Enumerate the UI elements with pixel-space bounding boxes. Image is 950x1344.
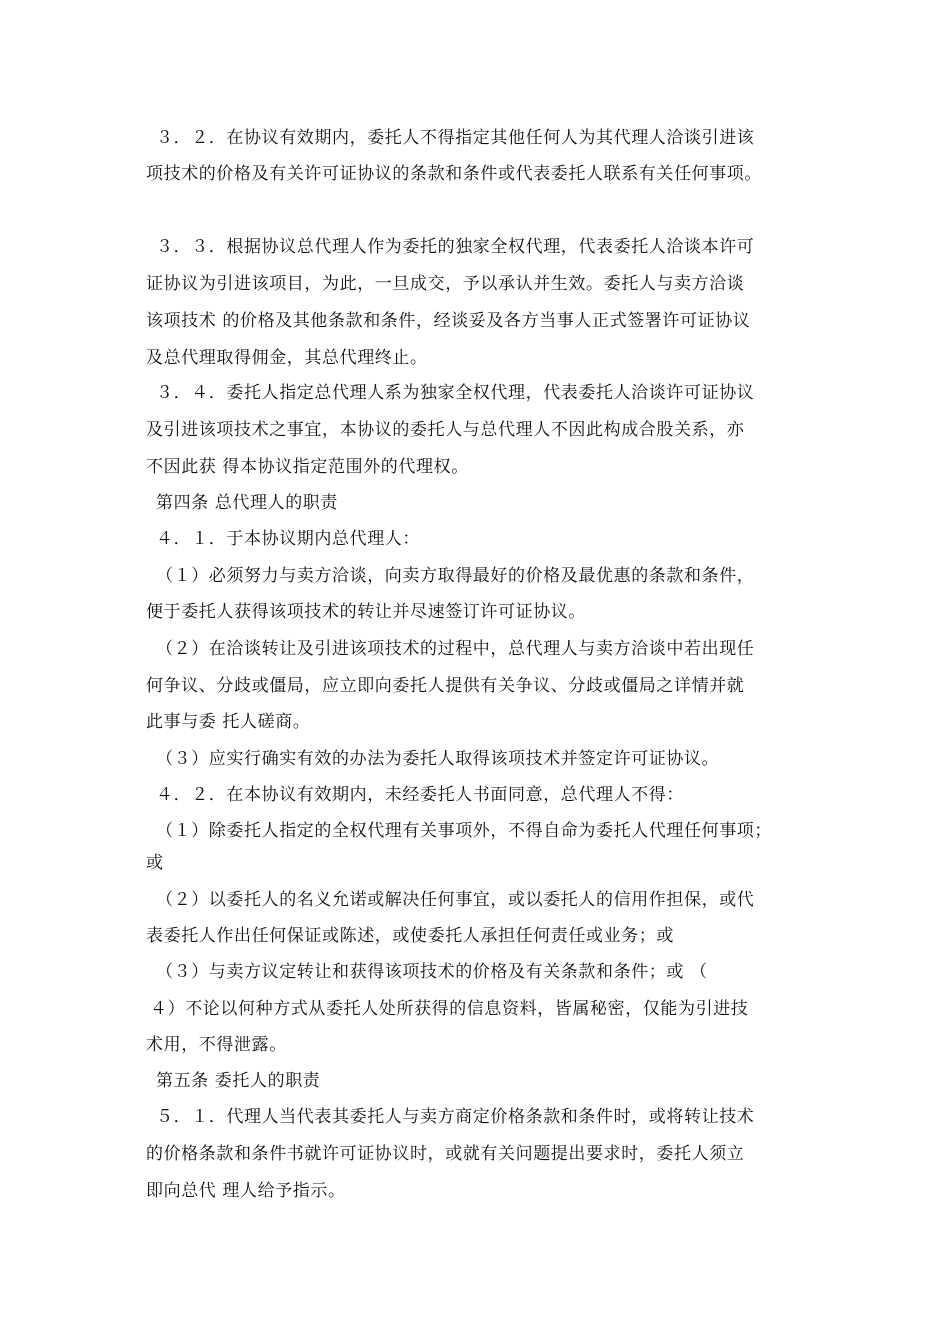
clause-5-1-line-2: 的价格条款和条件书就许可证协议时，或就有关问题提出要求时，委托人须立 [146, 1144, 745, 1164]
clause-3-3-line-1: ３．３．根据协议总代理人作为委托的独家全权代理，代表委托人洽谈本许可 [156, 237, 755, 257]
clause-4-1-item-2-line-1: （２）在洽谈转让及引进该项技术的过程中，总代理人与卖方洽谈中若出现任 [156, 639, 755, 659]
clause-5-1-line-1: ５．１．代理人当代表其委托人与卖方商定价格条款和条件时，或将转让技术 [156, 1107, 755, 1127]
article-5-heading: 第五条 委托人的职责 [156, 1071, 321, 1091]
clause-4-2-line-1: ４．２．在本协议有效期内，未经委托人书面同意，总代理人不得： [156, 785, 684, 805]
clause-4-2-item-1-line-1: （１）除委托人指定的全权代理有关事项外，不得自命为委托人代理任何事项； [156, 821, 772, 841]
clause-5-1-line-3: 即向总代 理人给予指示。 [146, 1181, 346, 1201]
clause-3-3-line-2: 证协议为引进该项目，为此，一旦成交，予以承认并生效。委托人与卖方洽谈 [146, 274, 745, 294]
clause-3-4-line-1: ３．４．委托人指定总代理人系为独家全权代理，代表委托人洽谈许可证协议 [156, 383, 755, 403]
clause-4-2-item-2-line-2: 表委托人作出任何保证或陈述，或使委托人承担任何责任或业务；或 [146, 926, 674, 946]
clause-4-2-item-4-line-2: 术用，不得泄露。 [146, 1035, 287, 1055]
clause-4-2-item-3-line-1: （３）与卖方议定转让和获得该项技术的价格及有关条款和条件；或 （ [156, 962, 708, 982]
clause-3-3-line-4: 及总代理取得佣金，其总代理终止。 [146, 348, 428, 368]
clause-4-1-line-1: ４．１．于本协议期内总代理人： [156, 529, 420, 549]
article-4-heading: 第四条 总代理人的职责 [156, 493, 339, 513]
clause-4-2-item-1-line-2: 或 [146, 853, 164, 873]
clause-4-2-item-4-line-1: ４）不论以何种方式从委托人处所获得的信息资料，皆属秘密，仅能为引进技 [150, 999, 749, 1019]
clause-3-3-line-3: 该项技术 的价格及其他条款和条件，经谈妥及各方当事人正式签署许可证协议 [146, 311, 751, 331]
clause-4-1-item-2-line-2: 何争议、分歧或僵局，应立即向委托人提供有关争议、分歧或僵局之详情并就 [146, 676, 745, 696]
clause-4-1-item-2-line-3: 此事与委 托人磋商。 [146, 712, 311, 732]
clause-4-1-item-1-line-2: 便于委托人获得该项技术的转让并尽速签订许可证协议。 [146, 602, 586, 622]
clause-3-4-line-2: 及引进该项技术之事宜，本协议的委托人与总代理人不因此构成合股关系，亦 [146, 420, 745, 440]
clause-3-2-line-1: ３．２．在协议有效期内，委托人不得指定其他任何人为其代理人洽谈引进该 [156, 128, 755, 148]
clause-3-4-line-3: 不因此获 得本协议指定范围外的代理权。 [146, 457, 469, 477]
clause-4-1-item-3-line-1: （３）应实行确实有效的办法为委托人取得该项技术并签定许可证协议。 [156, 749, 720, 769]
clause-4-1-item-1-line-1: （１）必须努力与卖方洽谈，向卖方取得最好的价格及最优惠的条款和条件， [156, 566, 755, 586]
clause-3-2-line-2: 项技术的价格及有关许可证协议的条款和条件或代表委托人联系有关任何事项。 [146, 164, 762, 184]
clause-4-2-item-2-line-1: （２）以委托人的名义允诺或解决任何事宜，或以委托人的信用作担保，或代 [156, 890, 755, 910]
